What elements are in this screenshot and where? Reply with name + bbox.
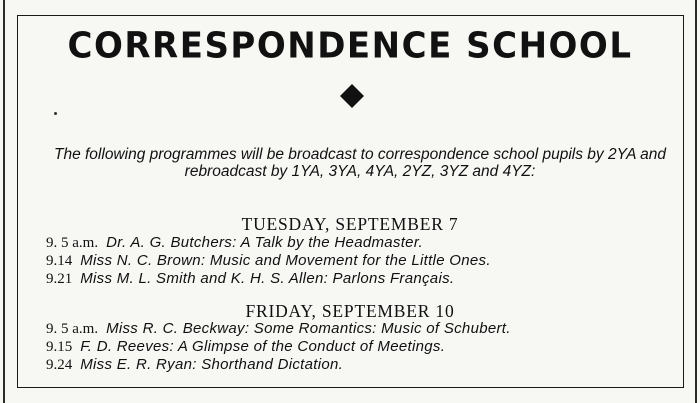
programme-description: Miss N. C. Brown: Music and Movement for the Little Ones. — [80, 252, 491, 269]
page-title: CORRESPONDENCE SCHOOL — [67, 25, 633, 67]
programme-description: Miss M. L. Smith and K. H. S. Allen: Parlons Français. — [80, 270, 455, 287]
programme-description: Miss E. R. Ryan: Shorthand Dictation. — [80, 356, 344, 373]
intro-paragraph: The following programmes will be broadcast to correspondence school pupils by 2YA and rebroadcast by 1YA, 3YA, 4YA, 2YZ, 3YZ and 4YZ: — [53, 146, 666, 180]
programme-description: Miss R. C. Beckway: Some Romantics: Music of Schubert. — [106, 320, 511, 337]
programme-time: 9.15 — [46, 339, 73, 355]
programme-time: 9.14 — [46, 253, 73, 269]
programme-row — [46, 356, 686, 374]
programme-time: 9.24 — [46, 357, 73, 373]
diamond-icon — [340, 84, 364, 108]
programme-time: 9. 5 a.m. — [46, 235, 99, 251]
programme-row — [46, 320, 686, 338]
day-heading-tuesday: TUESDAY, SEPTEMBER 7 — [241, 214, 459, 234]
programme-row — [46, 270, 686, 288]
programme-row — [46, 252, 686, 270]
day-heading-friday: FRIDAY, SEPTEMBER 10 — [245, 301, 455, 321]
programme-row — [46, 338, 686, 356]
programme-row — [46, 234, 686, 252]
programme-time: 9.21 — [46, 271, 73, 287]
programme-time: 9. 5 a.m. — [46, 321, 99, 337]
programme-description: Dr. A. G. Butchers: A Talk by the Headmaster. — [106, 234, 424, 251]
programme-description: F. D. Reeves: A Glimpse of the Conduct of Meetings. — [80, 338, 446, 355]
print-speck — [54, 112, 57, 115]
